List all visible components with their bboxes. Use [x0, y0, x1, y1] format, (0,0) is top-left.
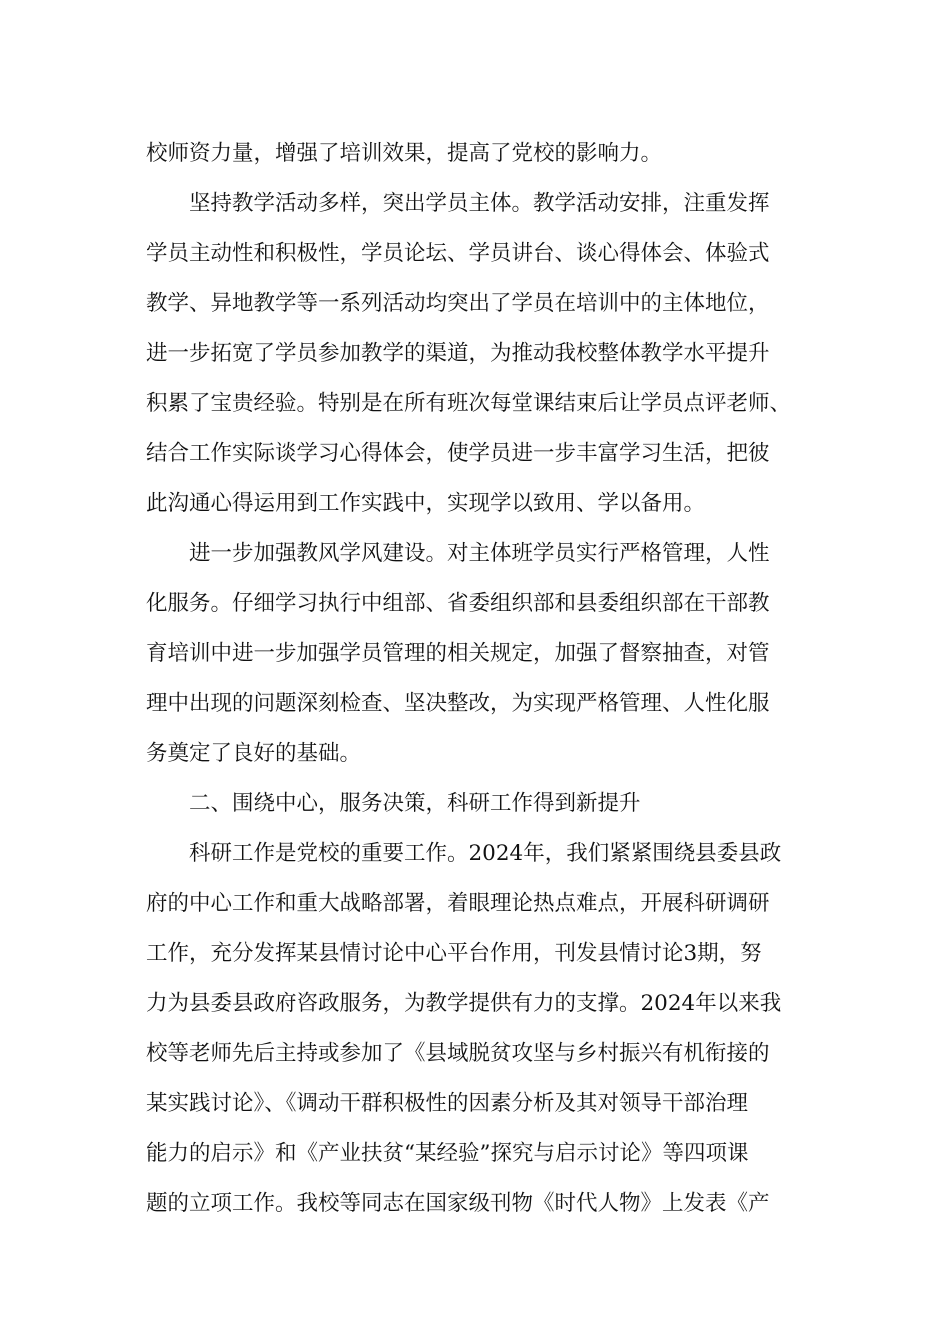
section-heading: 二、围绕中心，服务决策，科研工作得到新提升	[146, 791, 641, 816]
text-line: 科研工作是党校的重要工作。2024年，我们紧紧围绕县委县政	[146, 841, 782, 866]
text-line: 府的中心工作和重大战略部署，着眼理论热点难点，开展科研调研	[146, 891, 770, 916]
text-line: 工作，充分发挥某县情讨论中心平台作用，刊发县情讨论3期，努	[146, 941, 762, 966]
text-line: 题的立项工作。我校等同志在国家级刊物《时代人物》上发表《产	[146, 1191, 770, 1216]
body-text	[146, 129, 806, 1229]
text-line: 进一步拓宽了学员参加教学的渠道，为推动我校整体教学水平提升	[146, 341, 770, 366]
text-line: 化服务。仔细学习执行中组部、省委组织部和县委组织部在干部教	[146, 591, 770, 616]
text-line: 教学、异地教学等一系列活动均突出了学员在培训中的主体地位，	[146, 291, 770, 316]
text-line: 育培训中进一步加强学员管理的相关规定，加强了督察抽查，对管	[146, 641, 770, 666]
text-line: 进一步加强教风学风建设。对主体班学员实行严格管理，人性	[146, 541, 770, 566]
text-line: 务奠定了良好的基础。	[146, 741, 362, 766]
text-line: 此沟通心得运用到工作实践中，实现学以致用、学以备用。	[146, 491, 706, 516]
text-line: 力为县委县政府咨政服务，为教学提供有力的支撑。2024年以来我	[146, 991, 782, 1016]
text-line: 某实践讨论》、《调动干群积极性的因素分析及其对领导干部治理	[146, 1091, 749, 1116]
text-line: 校师资力量，增强了培训效果，提高了党校的影响力。	[146, 141, 663, 166]
text-line: 积累了宝贵经验。特别是在所有班次每堂课结束后让学员点评老师、	[146, 391, 792, 416]
text-line: 理中出现的问题深刻检查、坚决整改，为实现严格管理、人性化服	[146, 691, 770, 716]
text-line: 坚持教学活动多样，突出学员主体。教学活动安排，注重发挥	[146, 191, 770, 216]
text-line: 校等老师先后主持或参加了《县域脱贫攻坚与乡村振兴有机衔接的	[146, 1041, 770, 1066]
text-line: 结合工作实际谈学习心得体会，使学员进一步丰富学习生活，把彼	[146, 441, 770, 466]
text-line: 能力的启示》和《产业扶贫“某经验”探究与启示讨论》等四项课	[146, 1141, 749, 1166]
text-line: 学员主动性和积极性，学员论坛、学员讲台、谈心得体会、体验式	[146, 241, 770, 266]
